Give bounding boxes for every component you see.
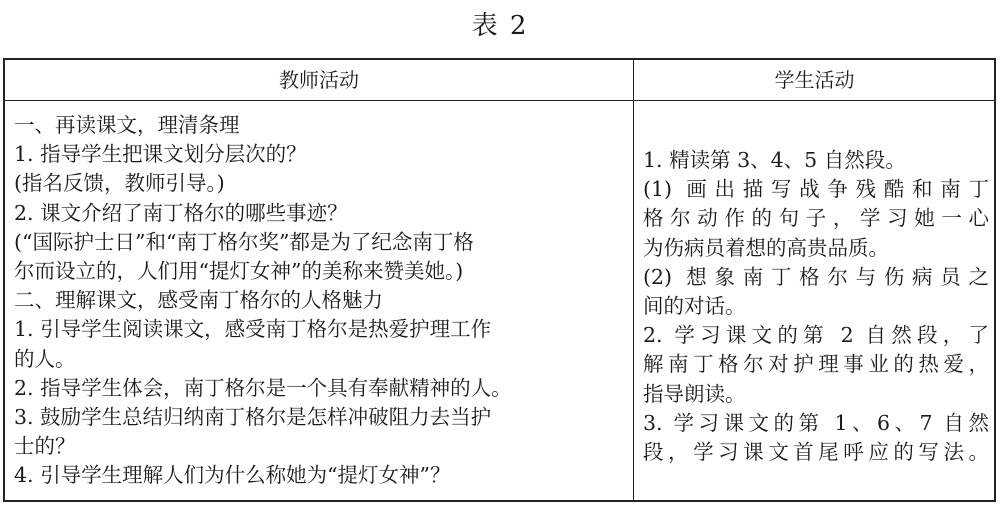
header-student-activity: 学生活动 [774,68,855,92]
teacher-line: 一、再读课文，理清条理 [14,113,240,137]
student-line: 段，学习课文首尾呼应的写法。 [643,440,989,465]
student-line: 解南丁格尔对护理事业的热爱， [643,352,989,377]
teacher-line: 1. 指导学生把课文划分层次的？ [14,142,307,167]
student-line: 格尔动作的句子，学习她一心 [643,206,989,231]
teacher-line: 4. 引导学生理解人们为什么称她为“提灯女神”？ [14,463,451,488]
lesson-table [3,58,996,502]
student-line: 1. 精读第 3、4、5 自然段。 [643,148,906,172]
teacher-line: 的人。 [14,346,76,371]
teacher-line: 3. 鼓励学生总结归纳南丁格尔是怎样冲破阻力去当护 [14,405,492,430]
teacher-line: 2. 课文介绍了南丁格尔的哪些事迹？ [14,200,348,225]
header-divider [5,100,994,101]
student-line: 指导朗读。 [643,381,746,406]
student-line: 3. 学习课文的第 1、6、7 自然 [643,410,989,435]
teacher-line: 1. 引导学生阅读课文，感受南丁格尔是热爱护理工作 [14,317,492,342]
table-caption: 表 2 [471,11,529,41]
student-line: 间的对话。 [643,294,746,319]
student-line: 为伤病员着想的高贵品质。 [643,235,889,260]
teacher-activity-column [14,111,626,491]
teacher-line: 尔而设立的，人们用“提灯女神”的美称来赞美她。) [14,259,464,284]
student-line: (2) 想象南丁格尔与伤病员之 [643,264,989,289]
teacher-line: 2. 指导学生体会，南丁格尔是一个具有奉献精神的人。 [14,375,512,400]
column-divider [633,60,634,500]
header-teacher-activity: 教师活动 [279,68,359,92]
teacher-line: (“国际护士日”和“南丁格尔奖”都是为了纪念南丁格 [14,229,474,254]
teacher-line: 士的？ [14,434,76,459]
student-activity-column [643,146,989,467]
student-line: 2. 学习课文的第 2 自然段，了 [643,323,989,348]
student-line: (1) 画出描写战争残酷和南丁 [643,177,989,202]
teacher-line: 二、理解课文，感受南丁格尔的人格魅力 [14,288,383,313]
teacher-line: (指名反馈，教师引导。) [14,171,225,196]
